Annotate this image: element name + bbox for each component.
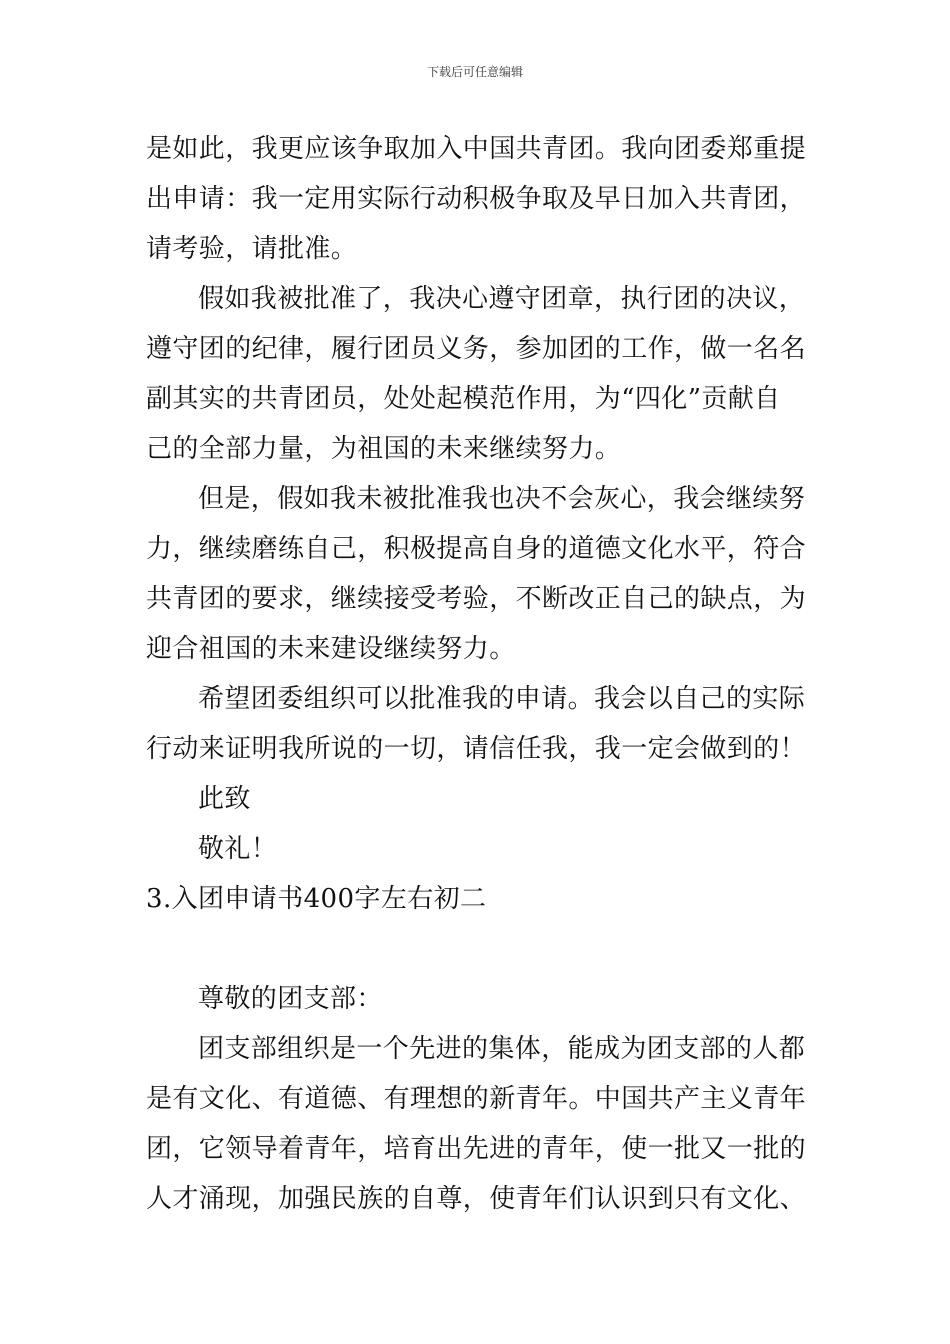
text-line: 共青团的要求，继续接受考验，不断改正自己的缺点，为 bbox=[146, 584, 807, 614]
text-line: 希望团委组织可以批准我的申请。我会以自己的实际 bbox=[198, 684, 806, 714]
blank-line bbox=[146, 924, 808, 974]
text-line: 迎合祖国的未来建设继续努力。 bbox=[146, 634, 516, 664]
text-line: 团，它领导着青年，培育出先进的青年，使一批又一批的 bbox=[146, 1134, 807, 1164]
text-line: 人才涌现，加强民族的自尊，使青年们认识到只有文化、 bbox=[146, 1184, 807, 1214]
text-line: 行动来证明我所说的一切，请信任我，我一定会做到的！ bbox=[146, 734, 807, 764]
text-line: 但是，假如我未被批准我也决不会灰心，我会继续努 bbox=[198, 484, 806, 514]
text-line: 3.入团申请书400字左右初二 bbox=[146, 884, 487, 914]
page-header-note: 下载后可任意编辑 bbox=[426, 65, 523, 79]
text-line: 团支部组织是一个先进的集体，能成为团支部的人都 bbox=[198, 1034, 806, 1064]
text-line: 遵守团的纪律，履行团员义务，参加团的工作，做一名名 bbox=[146, 334, 807, 364]
text-line: 副其实的共青团员，处处起模范作用，为“四化”贡献自 bbox=[146, 384, 781, 414]
text-line: 是有文化、有道德、有理想的新青年。中国共产主义青年 bbox=[146, 1084, 807, 1114]
text-line: 请考验，请批准。 bbox=[146, 234, 358, 264]
document-body bbox=[146, 124, 808, 1224]
text-line: 假如我被批准了，我决心遵守团章，执行团的决议， bbox=[198, 284, 806, 314]
text-line: 是如此，我更应该争取加入中国共青团。我向团委郑重提 bbox=[146, 134, 807, 164]
text-line: 出申请：我一定用实际行动积极争取及早日加入共青团， bbox=[146, 184, 807, 214]
text-line: 敬礼！ bbox=[198, 834, 278, 864]
text-line: 己的全部力量，为祖国的未来继续努力。 bbox=[146, 434, 622, 464]
text-line: 此致 bbox=[198, 784, 251, 814]
text-line: 力，继续磨练自己，积极提高自身的道德文化水平，符合 bbox=[146, 534, 807, 564]
text-line: 尊敬的团支部： bbox=[198, 984, 383, 1014]
